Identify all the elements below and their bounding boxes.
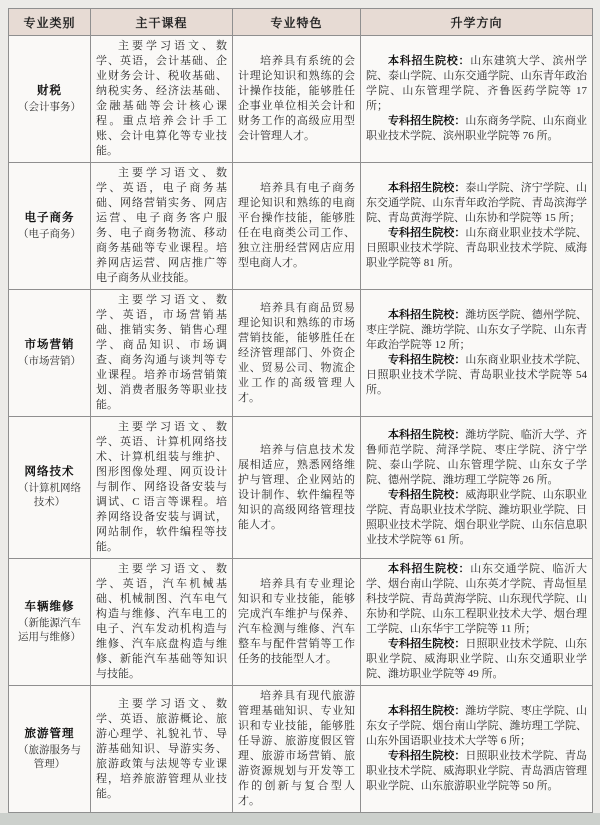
category-subtitle: （新能源汽车运用与维修） bbox=[18, 617, 81, 643]
undergrad-label: 本科招生院校： bbox=[388, 55, 471, 67]
undergrad-paragraph bbox=[366, 704, 587, 749]
undergrad-schools: 山东建筑大学、滨州学院、泰山学院、山东交通学院、山东青年政治学院、山东管理学院、齐鲁医药学院等 17 所； bbox=[366, 55, 587, 112]
undergrad-paragraph bbox=[366, 181, 587, 226]
page-bottom-strip bbox=[0, 813, 600, 825]
category-subtitle: （会计事务） bbox=[18, 101, 81, 113]
features-cell bbox=[233, 36, 361, 163]
courses-text: 主要学习语文、数学、英语，汽车机械基础、机械制图、汽车电气构造与维修、汽车电工的电子、汽车发动机构造与维修、汽车底盘构造与维修、新能汽车基础等知识与技能。 bbox=[96, 563, 227, 680]
undergrad-paragraph bbox=[366, 562, 587, 637]
courses-cell bbox=[91, 686, 233, 813]
undergrad-schools: 潍坊学院、临沂大学、齐鲁师范学院、菏泽学院、枣庄学院、济宁学院、泰山学院、山东管理学院、山东女子学院、德州学院、潍坊理工学院等 26 所。 bbox=[366, 428, 588, 486]
category-cell bbox=[9, 559, 91, 686]
college-schools: 山东商业职业技术学院、日照职业技术学院、青岛职业技术学院等 54 所。 bbox=[366, 354, 588, 396]
category-name: 电子商务 bbox=[24, 211, 75, 224]
features-text: 培养与信息技术发展相适应，熟悉网络维护与管理、企业网站的设计制作、软件编程等知识的高级网络管理技能人才。 bbox=[238, 443, 355, 531]
features-cell bbox=[233, 559, 361, 686]
advancement-cell bbox=[361, 163, 593, 290]
features-cell bbox=[233, 417, 361, 559]
college-label: 专科招生院校： bbox=[388, 488, 466, 501]
undergrad-paragraph bbox=[366, 308, 587, 353]
features-text: 培养具有现代旅游管理基础知识、专业知识和专业技能，能够胜任导游、旅游度假区管理、旅游市场营销、旅游资源规划与开发等工作的创新与复合型人才。 bbox=[238, 690, 355, 807]
features-text: 培养具有电子商务理论知识和熟练的电商平台操作技能，能够胜任在电商类公司工作、独立注册经营网店应用型电商人才。 bbox=[238, 182, 355, 269]
features-text: 培养具有专业理论知识和专业技能，能够完成汽车维护与保养、汽车检测与维修、汽车整车与配件营销等工作任务的技能型人才。 bbox=[238, 578, 355, 665]
college-label: 专科招生院校： bbox=[388, 115, 466, 127]
majors-table bbox=[8, 8, 593, 813]
undergrad-paragraph bbox=[366, 54, 587, 114]
column-header-courses: 主干课程 bbox=[91, 9, 233, 36]
column-header-category: 专业类别 bbox=[9, 9, 91, 36]
undergrad-label: 本科招生院校： bbox=[388, 705, 466, 717]
undergrad-schools: 潍坊学院、枣庄学院、山东女子学院、烟台南山学院、潍坊理工学院、山东外国语职业技术大学等 6 所； bbox=[366, 705, 588, 747]
category-cell bbox=[9, 36, 91, 163]
features-text: 培养具有商品贸易理论知识和熟练的市场营销技能，能够胜任在经济管理部门、外资企业、贸易公司、物流企业工作的高级管理人才。 bbox=[238, 301, 355, 404]
college-paragraph bbox=[366, 488, 587, 548]
table-row bbox=[9, 290, 593, 417]
table-row bbox=[9, 163, 593, 290]
college-paragraph bbox=[366, 114, 587, 144]
college-paragraph bbox=[366, 637, 587, 682]
table-row bbox=[9, 417, 593, 559]
features-cell bbox=[233, 163, 361, 290]
courses-cell bbox=[91, 36, 233, 163]
college-label: 专科招生院校： bbox=[388, 354, 466, 366]
college-paragraph bbox=[366, 353, 587, 398]
undergrad-label: 本科招生院校： bbox=[388, 182, 466, 194]
category-cell bbox=[9, 686, 91, 813]
advancement-cell bbox=[361, 559, 593, 686]
courses-cell bbox=[91, 559, 233, 686]
advancement-cell bbox=[361, 686, 593, 813]
header-row bbox=[9, 9, 593, 36]
category-name: 网络技术 bbox=[24, 466, 75, 478]
college-schools: 山东商业职业技术学院、日照职业技术学院、青岛职业技术学院、威海职业学院等 81 所。 bbox=[366, 227, 588, 269]
college-paragraph bbox=[366, 226, 587, 271]
college-paragraph bbox=[366, 749, 587, 794]
advancement-cell bbox=[361, 417, 593, 559]
college-label: 专科招生院校： bbox=[388, 227, 466, 239]
table-row bbox=[9, 36, 593, 163]
features-cell bbox=[233, 686, 361, 813]
undergrad-schools: 潍坊医学院、德州学院、枣庄学院、潍坊学院、山东女子学院、山东青年政治学院等 12 所； bbox=[366, 309, 588, 351]
undergrad-paragraph bbox=[366, 428, 587, 488]
college-label: 专科招生院校： bbox=[388, 638, 466, 650]
category-subtitle: （旅游服务与管理） bbox=[18, 744, 81, 770]
category-subtitle: （市场营销） bbox=[18, 355, 81, 367]
table-row bbox=[9, 559, 593, 686]
courses-cell bbox=[91, 290, 233, 417]
category-name: 市场营销 bbox=[24, 338, 75, 351]
undergrad-schools: 泰山学院、济宁学院、山东交通学院、山东青年政治学院、青岛滨海学院、青岛黄海学院、山东协和学院等 15 所； bbox=[366, 182, 588, 224]
category-cell bbox=[9, 417, 91, 559]
advancement-cell bbox=[361, 36, 593, 163]
college-schools: 威海职业学院、山东职业学院、青岛职业技术学院、潍坊职业学院、日照职业技术学院、烟台职业学院、山东信息职业技术学院等 61 所。 bbox=[366, 488, 588, 546]
category-cell bbox=[9, 163, 91, 290]
category-subtitle: （电子商务） bbox=[18, 228, 81, 240]
college-label: 专科招生院校： bbox=[388, 750, 466, 762]
features-cell bbox=[233, 290, 361, 417]
category-name: 旅游管理 bbox=[24, 727, 75, 740]
courses-text: 主要学习语文、数学、英语，电子商务基础、网络营销实务、网店运营、电子商务客户服务、电子商务物流、移动商务基础等专业课程。培养网店运营、网店推广等电子商务从业技能。 bbox=[96, 167, 227, 284]
college-schools: 日照职业技术学院、山东职业学院、威海职业学院、山东交通职业学院、潍坊职业学院等 49 所。 bbox=[366, 638, 588, 680]
category-cell bbox=[9, 290, 91, 417]
college-schools: 日照职业技术学院、青岛职业技术学院、威海职业学院、青岛酒店管理职业学院、山东旅游职业学院等 50 所。 bbox=[366, 750, 588, 792]
category-name: 车辆维修 bbox=[24, 600, 75, 613]
courses-cell bbox=[91, 417, 233, 559]
column-header-advancement: 升学方向 bbox=[361, 9, 593, 36]
courses-text: 主要学习语文、数学、英语、旅游概论、旅游心理学、礼貌礼节、导游基础知识、导游实务、旅游政策与法规等专业课程，培养旅游管理从业技能。 bbox=[96, 697, 227, 800]
courses-text: 主要学习语文、数学、英语，市场营销基础、推销实务、销售心理学、商品知识、市场调查、商务沟通与谈判等专业课程。培养市场营销策划、消费者服务等职业技能。 bbox=[96, 294, 227, 411]
category-name: 财税 bbox=[37, 84, 62, 97]
category-subtitle: （计算机网络技术） bbox=[18, 483, 81, 508]
undergrad-label: 本科招生院校： bbox=[388, 428, 466, 441]
courses-text: 主要学习语文、数学、英语、计算机网络技术、计算机组装与维护、图形图像处理、网页设计与制作、网络设备安装与调试、C 语言等课程。培养网络设备安装与调试，网站制作，软件编程等技能。 bbox=[96, 421, 227, 553]
college-schools: 山东商务学院、山东商业职业技术学院、滨州职业学院等 76 所。 bbox=[366, 115, 588, 142]
courses-text: 主要学习语文、数学、英语，会计基础、企业财务会计、税收基础、纳税实务、经济法基础、金融基础等会计核心课程。重点培养会计手工账、会计电算化等专业技能。 bbox=[96, 40, 227, 157]
features-text: 培养具有系统的会计理论知识和熟练的会计操作技能，能够胜任企事业单位相关会计和财务工作的高级应用型会计管理人才。 bbox=[238, 55, 355, 142]
undergrad-label: 本科招生院校： bbox=[388, 309, 466, 321]
undergrad-schools: 山东交通学院、临沂大学、烟台南山学院、山东英才学院、青岛恒星科技学院、青岛黄海学院、山东现代学院、山东协和学院、山东工程职业技术大学、烟台理工学院、山东华宇工学院等 11 所； bbox=[366, 563, 587, 635]
courses-cell bbox=[91, 163, 233, 290]
advancement-cell bbox=[361, 290, 593, 417]
table-row bbox=[9, 686, 593, 813]
undergrad-label: 本科招生院校： bbox=[388, 563, 471, 575]
column-header-features: 专业特色 bbox=[233, 9, 361, 36]
